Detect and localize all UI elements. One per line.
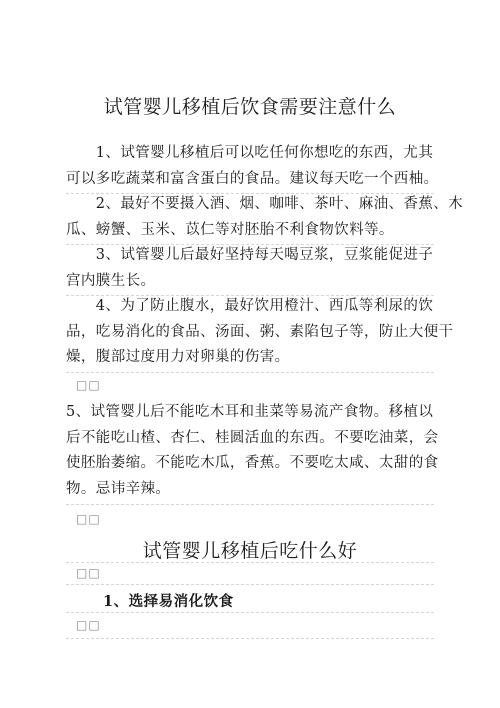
paragraph-line: 瓜、螃蟹、玉米、苡仁等对胚胎不利食物饮料等。 [66,221,394,238]
section-title: 试管婴儿移植后吃什么好 [142,540,358,562]
paragraph-3 [66,243,434,294]
dashed-divider [66,504,434,505]
paragraph-line: 后不能吃山楂、杏仁、桂圆活血的东西。不要吃油菜，会 [66,429,439,446]
paragraph-line: 4、为了防止腹水，最好饮用橙汁、西瓜等利尿的饮 [66,298,434,314]
paragraph-line: 品，吃易消化的食品、汤面、粥、素陷包子等，防止大便干 [66,323,454,340]
paragraph-line: 1、试管婴儿移植后可以吃任何你想吃的东西，尤其 [66,145,434,161]
paragraph-line: 宫内膜生长。 [66,272,156,289]
placeholder-glyphs: □□ [76,378,101,392]
paragraph-line: 使胚胎萎缩。不能吃木瓜，香蕉。不要吃太咸、太甜的食 [66,455,439,471]
section-subheading: 1、选择易消化饮食 [103,593,234,610]
placeholder-glyphs: □□ [76,566,101,580]
paragraph-1 [66,141,439,192]
paragraph-line: 物。忌讳辛辣。 [66,480,171,497]
paragraph-line: 2、最好不要摄入酒、烟、咖啡、茶叶、麻油、香蕉、木 [66,196,464,212]
page-title: 试管婴儿移植后饮食需要注意什么 [103,96,397,118]
paragraph-line: 5、试管婴儿后不能吃木耳和韭菜等易流产食物。移植以 [66,404,434,420]
paragraph-line: 3、试管婴儿后最好坚持每天喝豆浆，豆浆能促进子 [66,247,434,263]
dashed-divider [66,584,434,585]
dashed-divider [66,372,434,373]
dashed-divider [66,612,434,613]
dashed-divider [66,562,434,563]
paragraph-4 [66,294,454,371]
paragraph-line: 燥，腹部过度用力对卵巢的伤害。 [66,349,290,365]
paragraph-2 [66,192,464,243]
paragraph-5 [66,400,439,502]
dashed-divider [66,638,434,639]
placeholder-glyphs: □□ [76,512,101,526]
paragraph-line: 可以多吃蔬菜和富含蛋白的食品。建议每天吃一个西柚。 [66,170,439,187]
placeholder-glyphs: □□ [76,618,101,632]
